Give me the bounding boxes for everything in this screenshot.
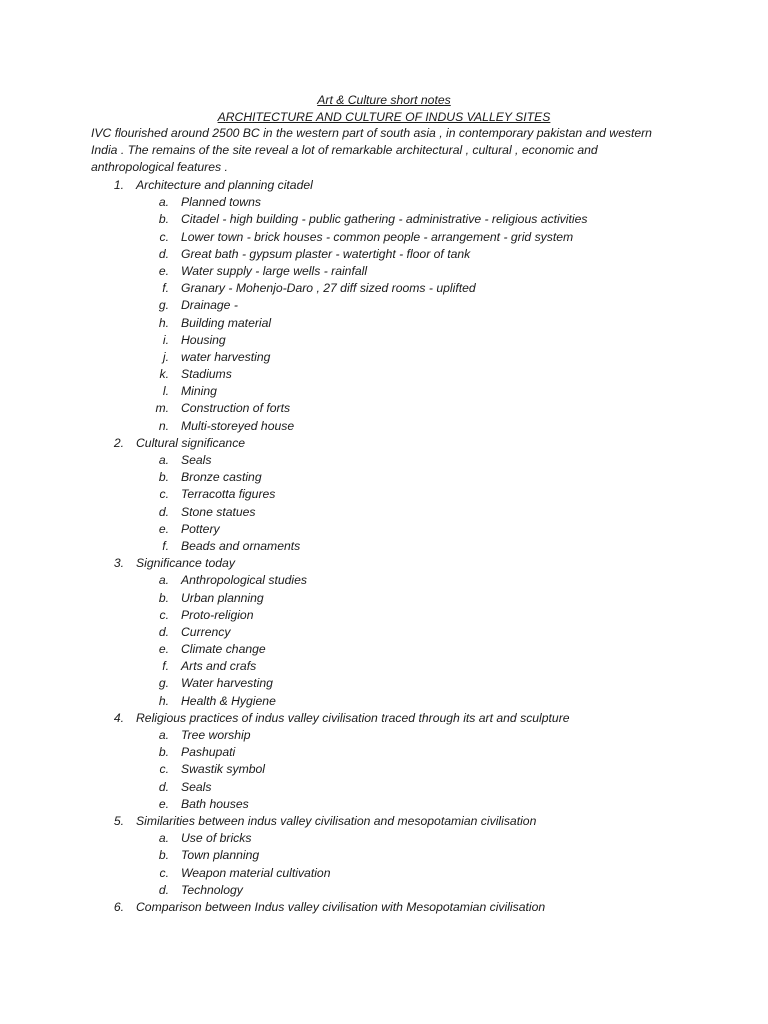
item-marker: c.: [159, 762, 169, 777]
list-item: [0, 315, 768, 332]
item-marker: e.: [158, 521, 169, 536]
item-marker: f.: [162, 659, 169, 674]
item-marker: h.: [158, 315, 169, 330]
item-marker: n.: [158, 418, 169, 433]
item-text: Town planning: [181, 848, 260, 863]
list-item: [0, 349, 768, 366]
item-text: Seals: [181, 453, 212, 467]
item-text: Citadel - high building - public gathering - administrative - religious activities: [181, 212, 588, 227]
intro-paragraph: [91, 125, 691, 177]
list-item: [0, 383, 768, 400]
item-text: Great bath - gypsum plaster - watertight - floor of tank: [181, 246, 471, 261]
section-heading: [0, 555, 768, 572]
list-item: [0, 229, 768, 246]
item-marker: d.: [158, 504, 169, 519]
item-text: Climate change: [181, 642, 266, 657]
list-item: [0, 761, 768, 778]
list-item: [0, 538, 768, 555]
item-marker: a.: [158, 453, 169, 467]
section-heading: [0, 435, 768, 452]
list-item: [0, 194, 768, 211]
item-text: Use of bricks: [181, 831, 252, 846]
item-text: Weapon material cultivation: [181, 865, 331, 880]
item-marker: f.: [162, 538, 169, 553]
item-text: Currency: [181, 624, 231, 639]
section-text: Comparison between Indus valley civilisation with Mesopotamian civilisation: [136, 899, 546, 914]
item-text: Swastik symbol: [181, 762, 265, 777]
list-item: [0, 744, 768, 761]
list-item: [0, 572, 768, 589]
section-number: 5.: [113, 813, 124, 828]
list-item: [0, 486, 768, 503]
item-marker: d.: [158, 246, 169, 261]
item-text: Planned towns: [181, 195, 261, 210]
outline-list: [0, 177, 768, 916]
section-heading: [0, 710, 768, 727]
item-marker: c.: [159, 607, 169, 622]
section-text: Significance today: [136, 556, 235, 571]
list-item: [0, 469, 768, 486]
section-text: Cultural significance: [136, 435, 246, 450]
item-marker: e.: [158, 796, 169, 811]
item-text: Granary - Mohenjo-Daro , 27 diff sized rooms - uplifted: [181, 281, 476, 296]
item-marker: a.: [158, 195, 169, 210]
section-text: Similarities between indus valley civilisation and mesopotamian civilisation: [136, 813, 537, 828]
list-item: [0, 607, 768, 624]
item-text: Multi-storeyed house: [181, 418, 295, 433]
item-marker: e.: [158, 642, 169, 657]
list-item: [0, 521, 768, 538]
item-text: Beads and ornaments: [181, 538, 301, 553]
item-marker: b.: [158, 745, 169, 760]
item-marker: b.: [158, 848, 169, 863]
list-item: [0, 263, 768, 280]
list-item: [0, 504, 768, 521]
list-item: [0, 297, 768, 314]
item-text: Housing: [181, 332, 226, 347]
list-item: [0, 400, 768, 417]
item-text: Lower town - brick houses - common people - arrangement - grid system: [181, 229, 574, 244]
section-number: 4.: [113, 710, 124, 725]
item-marker: e.: [158, 263, 169, 278]
item-marker: f.: [162, 281, 169, 296]
item-marker: a.: [158, 728, 169, 742]
list-item: [0, 882, 768, 899]
list-item: [0, 641, 768, 658]
list-item: [0, 246, 768, 263]
list-item: [0, 727, 768, 744]
item-text: Proto-religion: [181, 607, 254, 622]
item-marker: l.: [162, 384, 169, 399]
section-heading: [0, 899, 768, 916]
item-marker: g.: [158, 676, 169, 691]
list-item: [0, 211, 768, 228]
item-text: Drainage -: [181, 298, 238, 313]
item-text: Mining: [181, 384, 217, 399]
list-item: [0, 280, 768, 297]
item-marker: d.: [158, 779, 169, 794]
item-text: Stone statues: [181, 504, 256, 519]
list-item: [0, 366, 768, 383]
list-item: [0, 830, 768, 847]
intro-line: India . The remains of the site reveal a lot of remarkable architectural , cultural , economic and: [91, 143, 598, 158]
item-marker: m.: [155, 401, 169, 416]
item-text: Urban planning: [181, 590, 264, 605]
item-text: Anthropological studies: [181, 573, 308, 588]
item-marker: j.: [162, 349, 169, 364]
section-number: 1.: [113, 178, 124, 192]
item-text: Seals: [181, 779, 212, 794]
item-text: Stadiums: [181, 367, 232, 382]
item-text: Terracotta figures: [181, 487, 276, 502]
item-marker: c.: [159, 229, 169, 244]
item-text: Building material: [181, 315, 272, 330]
section-number: 2.: [113, 435, 124, 450]
item-marker: a.: [158, 831, 169, 846]
item-text: water harvesting: [181, 349, 271, 364]
item-text: Arts and crafs: [181, 659, 257, 674]
list-item: [0, 452, 768, 469]
section-number: 6.: [113, 899, 124, 914]
item-marker: i.: [162, 332, 169, 347]
item-text: Water harvesting: [181, 676, 273, 691]
item-marker: d.: [158, 624, 169, 639]
item-text: Bronze casting: [181, 470, 262, 485]
list-item: [0, 658, 768, 675]
item-text: Tree worship: [181, 728, 251, 742]
list-item: [0, 624, 768, 641]
intro-line: IVC flourished around 2500 BC in the western part of south asia , in contemporary pakistan and western: [91, 126, 652, 140]
item-text: Pottery: [181, 521, 220, 536]
item-text: Pashupati: [181, 745, 236, 760]
item-text: Technology: [181, 882, 243, 897]
section-heading: [0, 813, 768, 830]
item-marker: a.: [158, 573, 169, 588]
item-marker: c.: [159, 865, 169, 880]
item-text: Construction of forts: [181, 401, 291, 416]
item-marker: d.: [158, 882, 169, 897]
item-marker: h.: [158, 693, 169, 708]
page-title: ARCHITECTURE AND CULTURE OF INDUS VALLEY SITES: [217, 110, 551, 124]
item-marker: b.: [158, 470, 169, 485]
section-heading: [0, 177, 768, 194]
list-item: [0, 779, 768, 796]
list-item: [0, 693, 768, 710]
list-item: [0, 332, 768, 349]
section-text: Religious practices of indus valley civilisation traced through its art and sculpture: [136, 710, 570, 725]
list-item: [0, 847, 768, 864]
list-item: [0, 796, 768, 813]
item-text: Health & Hygiene: [181, 693, 276, 708]
list-item: [0, 590, 768, 607]
item-marker: c.: [159, 487, 169, 502]
item-text: Bath houses: [181, 796, 249, 811]
list-item: [0, 675, 768, 692]
item-text: Water supply - large wells - rainfall: [181, 263, 368, 278]
item-marker: g.: [158, 298, 169, 313]
list-item: [0, 418, 768, 435]
list-item: [0, 865, 768, 882]
item-marker: b.: [158, 590, 169, 605]
item-marker: b.: [158, 212, 169, 227]
section-number: 3.: [113, 556, 124, 571]
intro-line: anthropological features .: [91, 160, 228, 175]
section-text: Architecture and planning citadel: [136, 178, 313, 192]
item-marker: k.: [159, 367, 169, 382]
notes-title: Art & Culture short notes: [317, 93, 451, 107]
